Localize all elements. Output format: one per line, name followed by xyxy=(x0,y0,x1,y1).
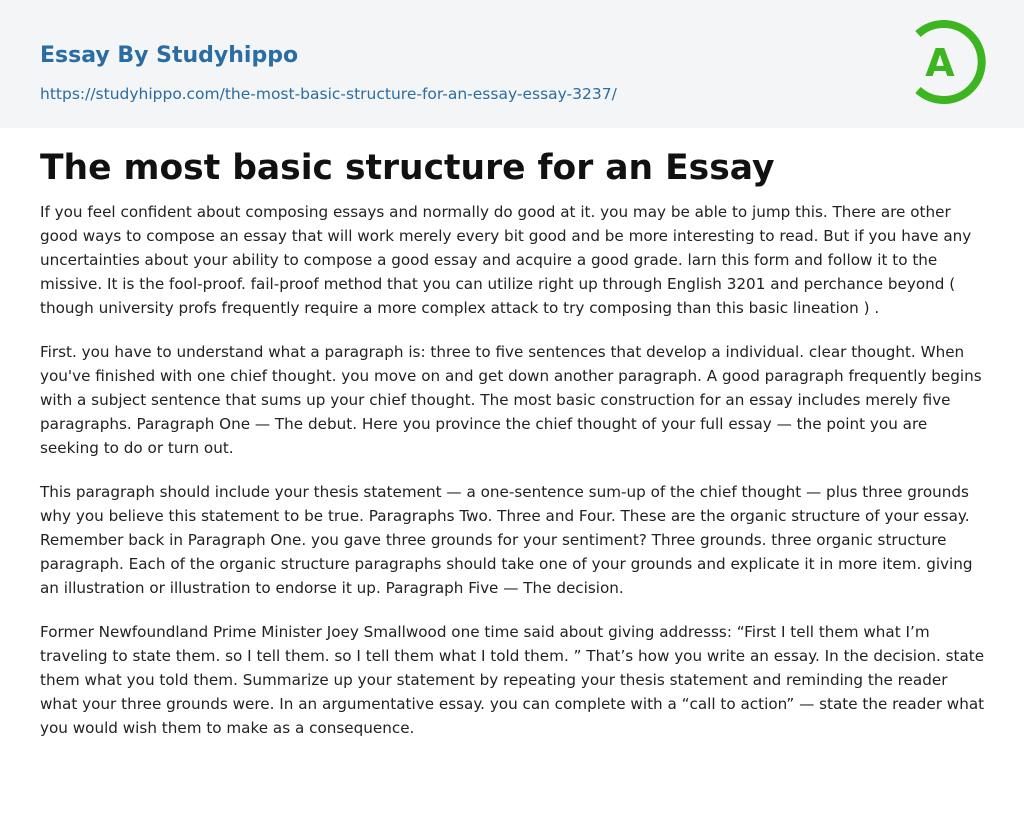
circle-a-logo-icon[interactable] xyxy=(904,20,988,104)
site-brand[interactable]: Essay By Studyhippo xyxy=(40,43,299,68)
logo-letter: A xyxy=(925,41,955,85)
article xyxy=(40,146,986,740)
article-paragraph-1: If you feel confident about composing essays and normally do good at it. you may be able to jump this. There are other good ways to compose an essay that will work merely every bit good and be more interesting to read. But if you have any uncertainties about your ability to compose a good essay and acquire a good grade. larn this form and follow it to the missive. It is the fool-proof. fail-proof method that you can utilize right up through English 3201 and perchance beyond ( though university profs frequently require a more complex attack to try composing than this basic lineation ) . xyxy=(40,203,972,317)
article-title: The most basic structure for an Essay xyxy=(40,148,775,188)
article-paragraph-3: This paragraph should include your thesis statement — a one-sentence sum-up of the chief thought — plus three grounds why you believe this statement to be true. Paragraphs Two. Three and Four. These are the organic structure of your essay. Remember back in Paragraph One. you gave three grounds for your sentiment? Three grounds. three organic structure paragraph. Each of the organic structure paragraphs should take one of your grounds and explicate it in more item. giving an illustration or illustration to endorse it up. Paragraph Five — The decision. xyxy=(40,483,973,597)
site-header xyxy=(0,0,1024,128)
article-paragraph-4: Former Newfoundland Prime Minister Joey Smallwood one time said about giving addresss: “First I tell them what I’m traveling to state them. so I tell them. so I tell them what I told them. ” That’s how you write an essay. In the decision. state them what you told them. Summarize up your statement by repeating your thesis statement and reminding the reader what your three grounds were. In an argumentative essay. you can complete with a “call to action” — state the reader what you would wish them to make as a consequence. xyxy=(40,623,985,737)
article-paragraph-2: First. you have to understand what a paragraph is: three to five sentences that develop a individual. clear thought. When you've finished with one chief thought. you move on and get down another paragraph. A good paragraph frequently begins with a subject sentence that sums up your chief thought. The most basic construction for an essay includes merely five paragraphs. Paragraph One — The debut. Here you province the chief thought of your full essay — the point you are seeking to do or turn out. xyxy=(40,343,982,457)
source-url-link[interactable]: https://studyhippo.com/the-most-basic-structure-for-an-essay-essay-3237/ xyxy=(40,85,617,103)
